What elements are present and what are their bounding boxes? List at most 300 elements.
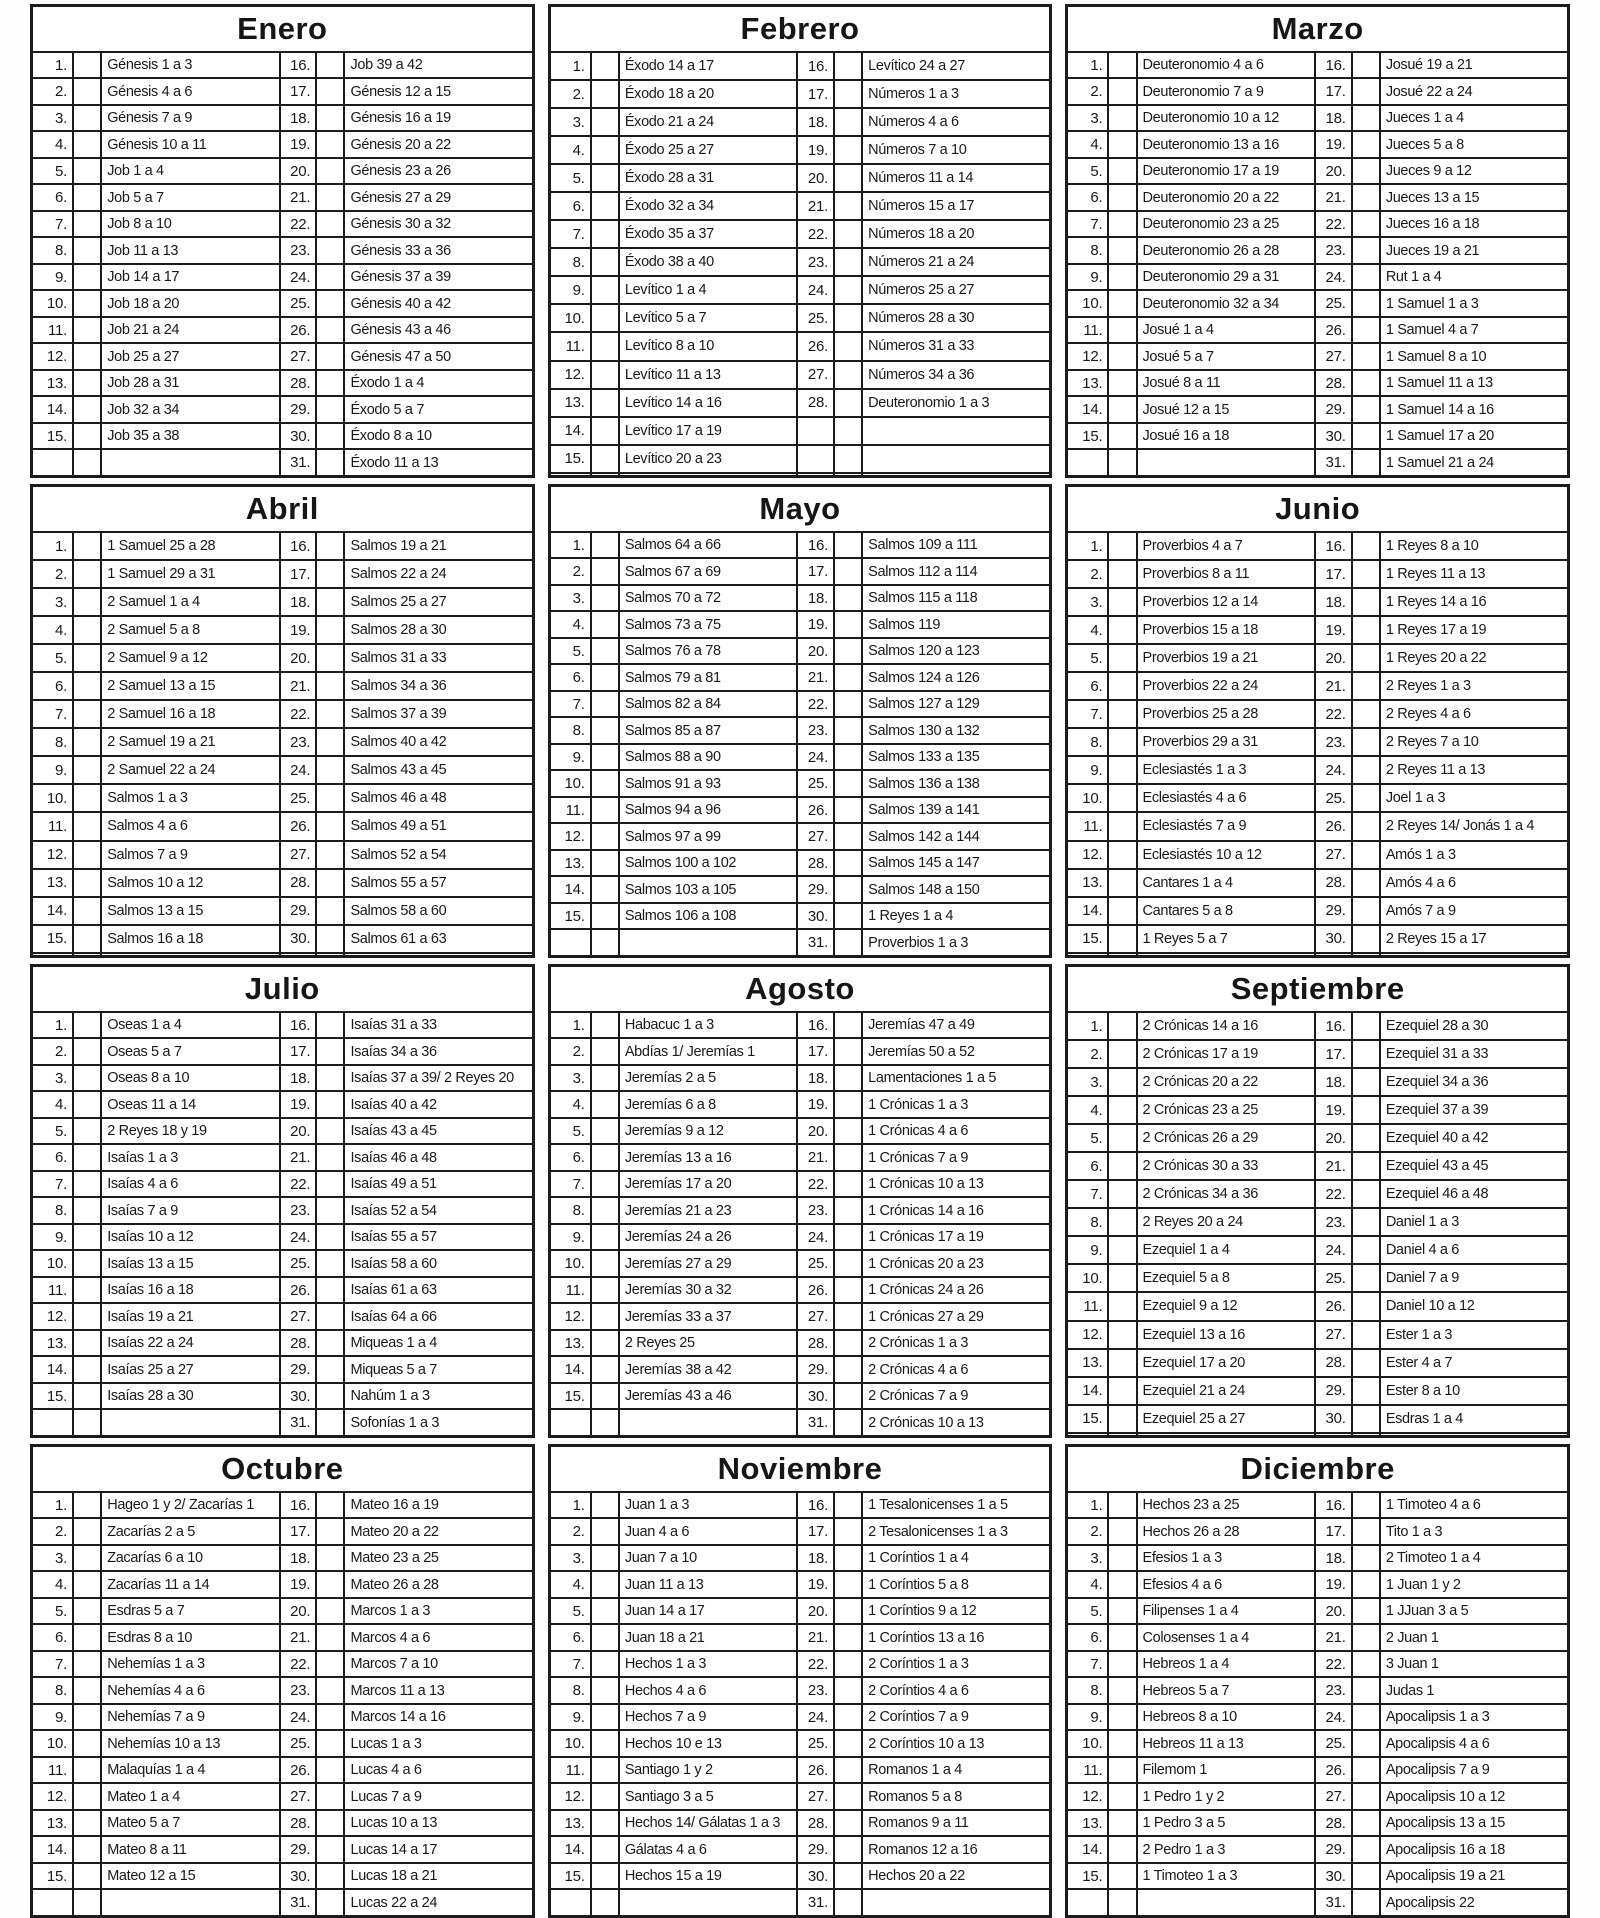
table-row [549, 1091, 1051, 1117]
day-number-cell: 20. [1315, 1124, 1352, 1152]
month-table-septiembre [1065, 964, 1570, 1438]
day-number-cell: 23. [1315, 1208, 1352, 1236]
checkbox-cell [591, 220, 619, 248]
day-number-cell: 25. [1315, 1264, 1352, 1292]
day-number-cell: 16. [797, 1492, 834, 1518]
table-row [32, 105, 534, 131]
checkbox-cell [1108, 264, 1136, 290]
checkbox-cell [1108, 672, 1136, 700]
checkbox-cell [1352, 925, 1380, 953]
day-number-cell: 28. [797, 389, 834, 417]
reading-cell [1380, 1433, 1569, 1437]
checkbox-cell [73, 616, 101, 644]
reading-cell: Rut 1 a 4 [1380, 264, 1569, 290]
checkbox-cell [73, 1303, 101, 1329]
day-number-cell: 26. [1315, 1292, 1352, 1320]
table-row [32, 370, 534, 396]
checkbox-cell [316, 78, 344, 104]
reading-cell: Isaías 31 a 33 [344, 1012, 533, 1038]
day-number-cell: 2. [32, 1518, 74, 1544]
reading-cell: Jeremías 33 a 37 [619, 1303, 798, 1329]
day-number-cell: 1. [1067, 1012, 1109, 1040]
checkbox-cell [591, 1250, 619, 1276]
reading-cell: 2 Crónicas 17 a 19 [1137, 1040, 1316, 1068]
checkbox-cell [1108, 841, 1136, 869]
reading-cell: Éxodo 32 a 34 [619, 192, 798, 220]
day-number-cell: 1. [1067, 532, 1109, 560]
day-number-cell: 12. [549, 823, 591, 849]
reading-cell: Levítico 20 a 23 [619, 445, 798, 473]
month-header-row [549, 966, 1051, 1013]
reading-cell: Apocalipsis 7 a 9 [1380, 1757, 1569, 1783]
day-number-cell: 24. [280, 1704, 317, 1730]
day-number-cell: 5. [1067, 644, 1109, 672]
reading-cell: Lucas 7 a 9 [344, 1783, 533, 1809]
reading-cell: Job 11 a 13 [101, 237, 280, 263]
checkbox-cell [834, 1356, 862, 1382]
reading-cell: 2 Crónicas 4 a 6 [862, 1356, 1051, 1382]
day-number-cell: 8. [549, 1677, 591, 1703]
checkbox-cell [834, 1783, 862, 1809]
day-number-cell: 25. [1315, 290, 1352, 316]
checkbox-cell [591, 1651, 619, 1677]
checkbox-cell [316, 812, 344, 840]
reading-cell: Job 8 a 10 [101, 211, 280, 237]
day-number-cell: 4. [1067, 1571, 1109, 1597]
reading-cell: Deuteronomio 26 a 28 [1137, 237, 1316, 263]
day-number-cell: 12. [32, 841, 74, 869]
checkbox-cell [1352, 78, 1380, 104]
day-number-cell: 10. [1067, 1730, 1109, 1756]
reading-cell: 2 Crónicas 7 a 9 [862, 1383, 1051, 1409]
day-number-cell: 2. [549, 558, 591, 584]
reading-cell: Lucas 18 a 21 [344, 1863, 533, 1889]
table-row [32, 449, 534, 476]
checkbox-cell [73, 290, 101, 316]
checkbox-cell [591, 1810, 619, 1836]
checkbox-cell [316, 52, 344, 78]
day-number-cell: 9. [32, 756, 74, 784]
table-row [32, 264, 534, 290]
table-row [549, 108, 1051, 136]
checkbox-cell [834, 1144, 862, 1170]
day-number-cell: 22. [280, 700, 317, 728]
table-row [549, 1012, 1051, 1038]
checkbox-cell [591, 1356, 619, 1382]
day-number-cell: 24. [1315, 756, 1352, 784]
checkbox-cell [1352, 1349, 1380, 1377]
checkbox-cell [1108, 237, 1136, 263]
reading-cell: Mateo 5 a 7 [101, 1810, 280, 1836]
month-header-row [1067, 6, 1569, 53]
table-row [1067, 560, 1569, 588]
reading-cell: 1 Juan 1 y 2 [1380, 1571, 1569, 1597]
day-number-cell: 5. [1067, 158, 1109, 184]
day-number-cell: 18. [280, 105, 317, 131]
month-title: Julio [32, 966, 534, 1013]
day-number-cell: 15. [1067, 1863, 1109, 1889]
reading-cell: Números 34 a 36 [862, 361, 1051, 389]
checkbox-cell [1108, 1349, 1136, 1377]
day-number-cell [32, 449, 74, 476]
checkbox-cell [1108, 1730, 1136, 1756]
reading-cell: Hageo 1 y 2/ Zacarías 1 [101, 1492, 280, 1518]
table-row [1067, 841, 1569, 869]
table-row [1067, 897, 1569, 925]
table-row [32, 1836, 534, 1862]
checkbox-cell [834, 417, 862, 445]
reading-cell: 2 Coríntios 7 a 9 [862, 1704, 1051, 1730]
table-row [549, 1889, 1051, 1916]
checkbox-cell [591, 276, 619, 304]
day-number-cell: 2. [1067, 78, 1109, 104]
table-row [32, 1810, 534, 1836]
day-number-cell: 14. [1067, 897, 1109, 925]
checkbox-cell [1108, 290, 1136, 316]
checkbox-cell [73, 184, 101, 210]
table-row [1067, 211, 1569, 237]
day-number-cell: 29. [280, 897, 317, 925]
table-row [549, 1224, 1051, 1250]
checkbox-cell [316, 1518, 344, 1544]
checkbox-cell [834, 1571, 862, 1597]
day-number-cell: 14. [549, 1356, 591, 1382]
reading-cell: 2 Samuel 9 a 12 [101, 644, 280, 672]
checkbox-cell [1108, 1571, 1136, 1597]
checkbox-cell [73, 1277, 101, 1303]
day-number-cell: 4. [1067, 131, 1109, 157]
day-number-cell [1067, 953, 1109, 957]
reading-cell: Éxodo 14 a 17 [619, 52, 798, 80]
checkbox-cell [1352, 131, 1380, 157]
checkbox-cell [834, 473, 862, 477]
reading-cell: Isaías 25 a 27 [101, 1356, 280, 1382]
checkbox-cell [1352, 1180, 1380, 1208]
table-row [549, 417, 1051, 445]
reading-cell: Josué 19 a 21 [1380, 52, 1569, 78]
month-table-octubre [30, 1444, 535, 1918]
day-number-cell: 30. [280, 423, 317, 449]
reading-cell: Génesis 43 a 46 [344, 317, 533, 343]
reading-cell: Amós 1 a 3 [1380, 841, 1569, 869]
day-number-cell: 23. [797, 1677, 834, 1703]
checkbox-cell [1108, 52, 1136, 78]
day-number-cell: 12. [1067, 343, 1109, 369]
checkbox-cell [834, 1171, 862, 1197]
day-number-cell: 4. [549, 1571, 591, 1597]
checkbox-cell [316, 1492, 344, 1518]
reading-cell [1380, 953, 1569, 957]
checkbox-cell [316, 953, 344, 957]
day-number-cell: 8. [1067, 728, 1109, 756]
table-row [32, 953, 534, 957]
checkbox-cell [1352, 841, 1380, 869]
checkbox-cell [1108, 588, 1136, 616]
table-row [32, 532, 534, 560]
reading-cell: Nehemías 10 a 13 [101, 1730, 280, 1756]
reading-cell: Ezequiel 13 a 16 [1137, 1321, 1316, 1349]
reading-cell: Números 28 a 30 [862, 304, 1051, 332]
day-number-cell: 11. [1067, 1292, 1109, 1320]
table-row [549, 1571, 1051, 1597]
checkbox-cell [1108, 131, 1136, 157]
table-row [1067, 756, 1569, 784]
table-row [1067, 1730, 1569, 1756]
day-number-cell: 14. [549, 1836, 591, 1862]
day-number-cell: 17. [280, 560, 317, 588]
checkbox-cell [73, 812, 101, 840]
reading-cell: Salmos 100 a 102 [619, 850, 798, 876]
day-number-cell: 30. [797, 1383, 834, 1409]
table-row [549, 1704, 1051, 1730]
reading-cell: 1 Crónicas 4 a 6 [862, 1118, 1051, 1144]
table-row [1067, 343, 1569, 369]
day-number-cell: 24. [280, 264, 317, 290]
day-number-cell: 25. [1315, 1730, 1352, 1756]
day-number-cell: 7. [1067, 1651, 1109, 1677]
day-number-cell: 11. [1067, 317, 1109, 343]
day-number-cell: 11. [32, 1757, 74, 1783]
checkbox-cell [316, 1409, 344, 1436]
checkbox-cell [316, 841, 344, 869]
reading-cell: Oseas 11 a 14 [101, 1091, 280, 1117]
day-number-cell: 21. [1315, 1152, 1352, 1180]
checkbox-cell [591, 585, 619, 611]
checkbox-cell [1108, 1598, 1136, 1624]
table-row [1067, 532, 1569, 560]
table-row [32, 672, 534, 700]
day-number-cell: 19. [797, 1571, 834, 1597]
table-row [32, 1144, 534, 1170]
reading-cell: Mateo 8 a 11 [101, 1836, 280, 1862]
checkbox-cell [591, 1598, 619, 1624]
reading-cell: 1 Coríntios 5 a 8 [862, 1571, 1051, 1597]
day-number-cell: 7. [32, 211, 74, 237]
day-number-cell [32, 953, 74, 957]
table-row [32, 290, 534, 316]
day-number-cell: 16. [797, 532, 834, 558]
table-row [549, 1356, 1051, 1382]
reading-cell: Ezequiel 17 a 20 [1137, 1349, 1316, 1377]
day-number-cell: 10. [549, 770, 591, 796]
reading-cell: 1 Reyes 1 a 4 [862, 903, 1051, 929]
reading-cell: Génesis 33 a 36 [344, 237, 533, 263]
checkbox-cell [1352, 1292, 1380, 1320]
day-number-cell: 2. [32, 78, 74, 104]
checkbox-cell [1352, 317, 1380, 343]
table-row [32, 756, 534, 784]
day-number-cell: 5. [549, 164, 591, 192]
checkbox-cell [73, 1783, 101, 1809]
day-number-cell [32, 1409, 74, 1436]
checkbox-cell [834, 1651, 862, 1677]
checkbox-cell [591, 136, 619, 164]
day-number-cell: 13. [32, 869, 74, 897]
checkbox-cell [1352, 812, 1380, 840]
table-row [549, 770, 1051, 796]
table-row [1067, 264, 1569, 290]
day-number-cell: 30. [1315, 1863, 1352, 1889]
checkbox-cell [834, 332, 862, 360]
checkbox-cell [73, 1356, 101, 1382]
table-row [1067, 812, 1569, 840]
reading-cell: Jueces 19 a 21 [1380, 237, 1569, 263]
table-row [549, 1197, 1051, 1223]
day-number-cell: 9. [549, 1704, 591, 1730]
checkbox-cell [591, 1065, 619, 1091]
month-header-row [32, 486, 534, 533]
reading-cell: 2 Crónicas 34 a 36 [1137, 1180, 1316, 1208]
table-row [32, 1330, 534, 1356]
day-number-cell: 31. [1315, 1889, 1352, 1916]
table-row [1067, 784, 1569, 812]
table-row [1067, 1651, 1569, 1677]
table-row [1067, 184, 1569, 210]
reading-cell: Daniel 1 a 3 [1380, 1208, 1569, 1236]
checkbox-cell [834, 1518, 862, 1544]
day-number-cell [1315, 953, 1352, 957]
reading-cell: Éxodo 11 a 13 [344, 449, 533, 476]
day-number-cell: 21. [1315, 184, 1352, 210]
checkbox-cell [73, 1224, 101, 1250]
checkbox-cell [834, 1704, 862, 1730]
checkbox-cell [1352, 700, 1380, 728]
reading-cell: Isaías 40 a 42 [344, 1091, 533, 1117]
day-number-cell: 18. [280, 1065, 317, 1091]
reading-cell: Mateo 23 a 25 [344, 1545, 533, 1571]
reading-cell: Ester 4 a 7 [1380, 1349, 1569, 1377]
day-number-cell: 26. [280, 1757, 317, 1783]
checkbox-cell [316, 317, 344, 343]
reading-cell: Ezequiel 5 a 8 [1137, 1264, 1316, 1292]
reading-cell: Judas 1 [1380, 1677, 1569, 1703]
checkbox-cell [834, 1303, 862, 1329]
day-number-cell: 22. [280, 1171, 317, 1197]
reading-cell: 1 Samuel 21 a 24 [1380, 449, 1569, 476]
reading-cell: Eclesiastés 10 a 12 [1137, 841, 1316, 869]
reading-cell: Proverbios 4 a 7 [1137, 532, 1316, 560]
day-number-cell: 14. [32, 897, 74, 925]
checkbox-cell [316, 1356, 344, 1382]
day-number-cell: 8. [549, 717, 591, 743]
day-number-cell: 27. [1315, 1321, 1352, 1349]
table-row [1067, 1810, 1569, 1836]
reading-cell: Jeremías 38 a 42 [619, 1356, 798, 1382]
reading-cell: 1 Reyes 5 a 7 [1137, 925, 1316, 953]
reading-cell: Hechos 23 a 25 [1137, 1492, 1316, 1518]
day-number-cell: 2. [1067, 1040, 1109, 1068]
table-row [1067, 1677, 1569, 1703]
reading-cell: Jeremías 30 a 32 [619, 1277, 798, 1303]
checkbox-cell [316, 184, 344, 210]
day-number-cell: 11. [32, 317, 74, 343]
reading-cell: 2 Reyes 25 [619, 1330, 798, 1356]
day-number-cell: 21. [280, 672, 317, 700]
reading-cell: 1 Reyes 17 a 19 [1380, 616, 1569, 644]
checkbox-cell [591, 797, 619, 823]
checkbox-cell [316, 1810, 344, 1836]
reading-cell [619, 473, 798, 477]
table-row [549, 304, 1051, 332]
reading-cell: Salmos 136 a 138 [862, 770, 1051, 796]
checkbox-cell [316, 560, 344, 588]
day-number-cell: 4. [32, 616, 74, 644]
reading-cell: Éxodo 25 a 27 [619, 136, 798, 164]
table-row [549, 248, 1051, 276]
checkbox-cell [73, 1598, 101, 1624]
checkbox-cell [316, 1330, 344, 1356]
table-row [1067, 131, 1569, 157]
reading-cell: Salmos 46 a 48 [344, 784, 533, 812]
day-number-cell: 16. [797, 52, 834, 80]
checkbox-cell [73, 1757, 101, 1783]
checkbox-cell [73, 700, 101, 728]
day-number-cell: 22. [280, 1651, 317, 1677]
table-row [1067, 1518, 1569, 1544]
reading-cell: Josué 16 a 18 [1137, 423, 1316, 449]
month-title: Mayo [549, 486, 1051, 533]
checkbox-cell [1352, 1677, 1380, 1703]
table-row [32, 423, 534, 449]
checkbox-cell [591, 1012, 619, 1038]
month-title: Agosto [549, 966, 1051, 1013]
month-table-noviembre [548, 1444, 1053, 1918]
reading-cell: Salmos 22 a 24 [344, 560, 533, 588]
checkbox-cell [316, 588, 344, 616]
reading-cell: 2 Reyes 20 a 24 [1137, 1208, 1316, 1236]
table-row [549, 850, 1051, 876]
checkbox-cell [316, 1250, 344, 1276]
reading-cell: Proverbios 1 a 3 [862, 929, 1051, 956]
checkbox-cell [591, 691, 619, 717]
reading-cell: Isaías 13 a 15 [101, 1250, 280, 1276]
day-number-cell: 30. [1315, 925, 1352, 953]
checkbox-cell [834, 276, 862, 304]
checkbox-cell [1352, 158, 1380, 184]
checkbox-cell [1352, 1377, 1380, 1405]
table-row [32, 1038, 534, 1064]
day-number-cell: 21. [797, 1624, 834, 1650]
day-number-cell: 2. [549, 1038, 591, 1064]
reading-cell: Mateo 1 a 4 [101, 1783, 280, 1809]
table-row [549, 136, 1051, 164]
checkbox-cell [316, 1012, 344, 1038]
reading-cell: Ezequiel 21 a 24 [1137, 1377, 1316, 1405]
day-number-cell: 25. [797, 1250, 834, 1276]
reading-cell: Lucas 1 a 3 [344, 1730, 533, 1756]
reading-cell: 2 Crónicas 14 a 16 [1137, 1012, 1316, 1040]
day-number-cell: 23. [280, 237, 317, 263]
month-header-row [32, 6, 534, 53]
reading-cell: Lucas 4 a 6 [344, 1757, 533, 1783]
checkbox-cell [834, 52, 862, 80]
reading-cell: Salmos 148 a 150 [862, 876, 1051, 902]
checkbox-cell [834, 664, 862, 690]
checkbox-cell [834, 1598, 862, 1624]
day-number-cell [32, 1889, 74, 1916]
checkbox-cell [1108, 644, 1136, 672]
reading-cell: Jeremías 50 a 52 [862, 1038, 1051, 1064]
reading-cell: Salmos 19 a 21 [344, 532, 533, 560]
day-number-cell: 3. [32, 105, 74, 131]
table-row [1067, 1012, 1569, 1040]
table-row [32, 158, 534, 184]
checkbox-cell [316, 756, 344, 784]
table-row [32, 1409, 534, 1436]
day-number-cell: 15. [1067, 925, 1109, 953]
reading-cell: Isaías 64 a 66 [344, 1303, 533, 1329]
checkbox-cell [1108, 784, 1136, 812]
